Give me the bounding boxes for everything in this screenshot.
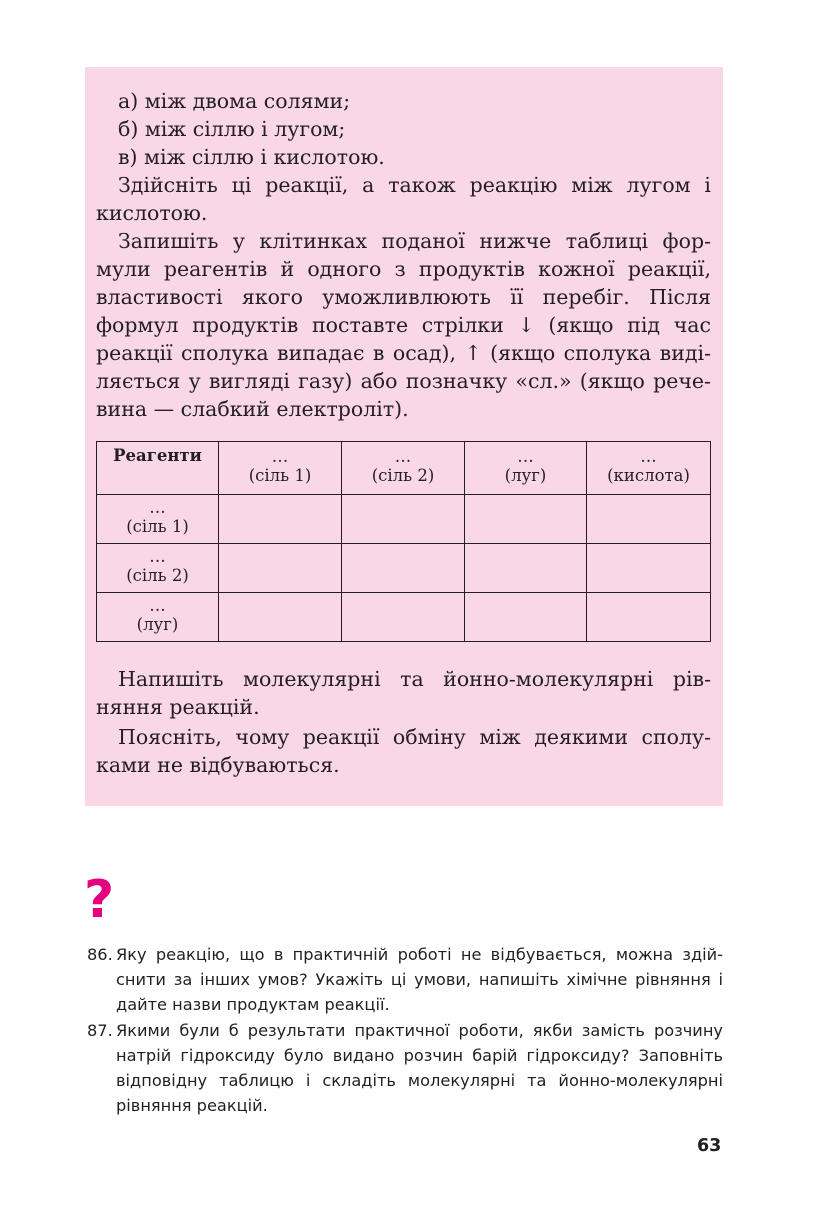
column-header: … (сіль 2): [342, 442, 465, 495]
text-line: дайте назви продуктам реакції.: [116, 995, 390, 1014]
text-line: реакції сполука випадає в осад), ↑ (якщо сполука виді-: [96, 341, 711, 365]
paragraph-equations: [96, 665, 711, 721]
text-line: вина — слабкий електроліт).: [96, 397, 409, 421]
table-cell: [587, 593, 711, 642]
table-cell: [587, 495, 711, 544]
paragraph-instructions: [96, 227, 711, 423]
text-line: Здійсніть ці реакції, а також реакцію між лугом і: [118, 173, 711, 197]
list-item-b: б) між сіллю і лугом;: [118, 117, 346, 141]
reaction-list: [96, 87, 711, 171]
question-mark-icon: ?: [84, 870, 115, 930]
text-line: Якими були б результати практичної роботи, якби замість розчину: [116, 1021, 723, 1040]
list-item-c: в) між сіллю і кислотою.: [118, 145, 385, 169]
text-line: снити за інших умов? Укажіть ці умови, напишіть хімічне рівняння і: [116, 970, 723, 989]
text-line: Запишіть у клітинках поданої нижче таблиці фор-: [118, 229, 711, 253]
text-line: формул продуктів поставте стрілки ↓ (якщо під час: [96, 313, 711, 337]
reagents-table: [96, 441, 711, 642]
row-header: … (сіль 1): [97, 495, 219, 544]
table-cell: [219, 544, 342, 593]
table-header-row: [97, 442, 711, 495]
question-87: [87, 1018, 723, 1118]
text-line: рівняння реакцій.: [116, 1096, 268, 1115]
table-corner-label: Реагенти: [97, 442, 219, 495]
table-cell: [465, 593, 587, 642]
question-86: [87, 942, 723, 1017]
list-item-a: а) між двома солями;: [118, 89, 351, 113]
table-cell: [219, 593, 342, 642]
text-line: няння реакцій.: [96, 695, 260, 719]
question-number: 86.: [87, 945, 113, 964]
column-header: … (луг): [465, 442, 587, 495]
row-header: … (луг): [97, 593, 219, 642]
row-header: … (сіль 2): [97, 544, 219, 593]
text-line: Напишіть молекулярні та йонно-молекулярні рів-: [118, 667, 711, 691]
table-cell: [342, 593, 465, 642]
table-cell: [342, 495, 465, 544]
text-line: Яку реакцію, що в практичній роботі не відбувається, можна здій-: [116, 945, 723, 964]
table-cell: [465, 544, 587, 593]
text-line: ками не відбуваються.: [96, 753, 340, 777]
text-line: ляється у вигляді газу) або позначку «сл.» (якщо рече-: [96, 369, 711, 393]
text-line: мули реагентів й одного з продуктів кожної реакції,: [96, 257, 711, 281]
paragraph-perform: [96, 171, 711, 227]
table-row: [97, 495, 711, 544]
text-line: властивості якого уможливлюють її перебіг. Після: [96, 285, 711, 309]
column-header: … (кислота): [587, 442, 711, 495]
table-cell: [465, 495, 587, 544]
text-line: кислотою.: [96, 201, 208, 225]
table-cell: [219, 495, 342, 544]
table-cell: [342, 544, 465, 593]
text-line: Поясніть, чому реакції обміну між деякими сполу-: [118, 725, 711, 749]
table-row: [97, 544, 711, 593]
paragraph-explain: [96, 723, 711, 779]
column-header: … (сіль 1): [219, 442, 342, 495]
table-cell: [587, 544, 711, 593]
table-row: [97, 593, 711, 642]
text-line: натрій гідроксиду було видано розчин барій гідроксиду? Заповніть: [116, 1046, 723, 1065]
text-line: відповідну таблицю і складіть молекулярні та йонно-молекулярні: [116, 1071, 723, 1090]
question-number: 87.: [87, 1021, 113, 1040]
page-number: 63: [697, 1136, 722, 1156]
